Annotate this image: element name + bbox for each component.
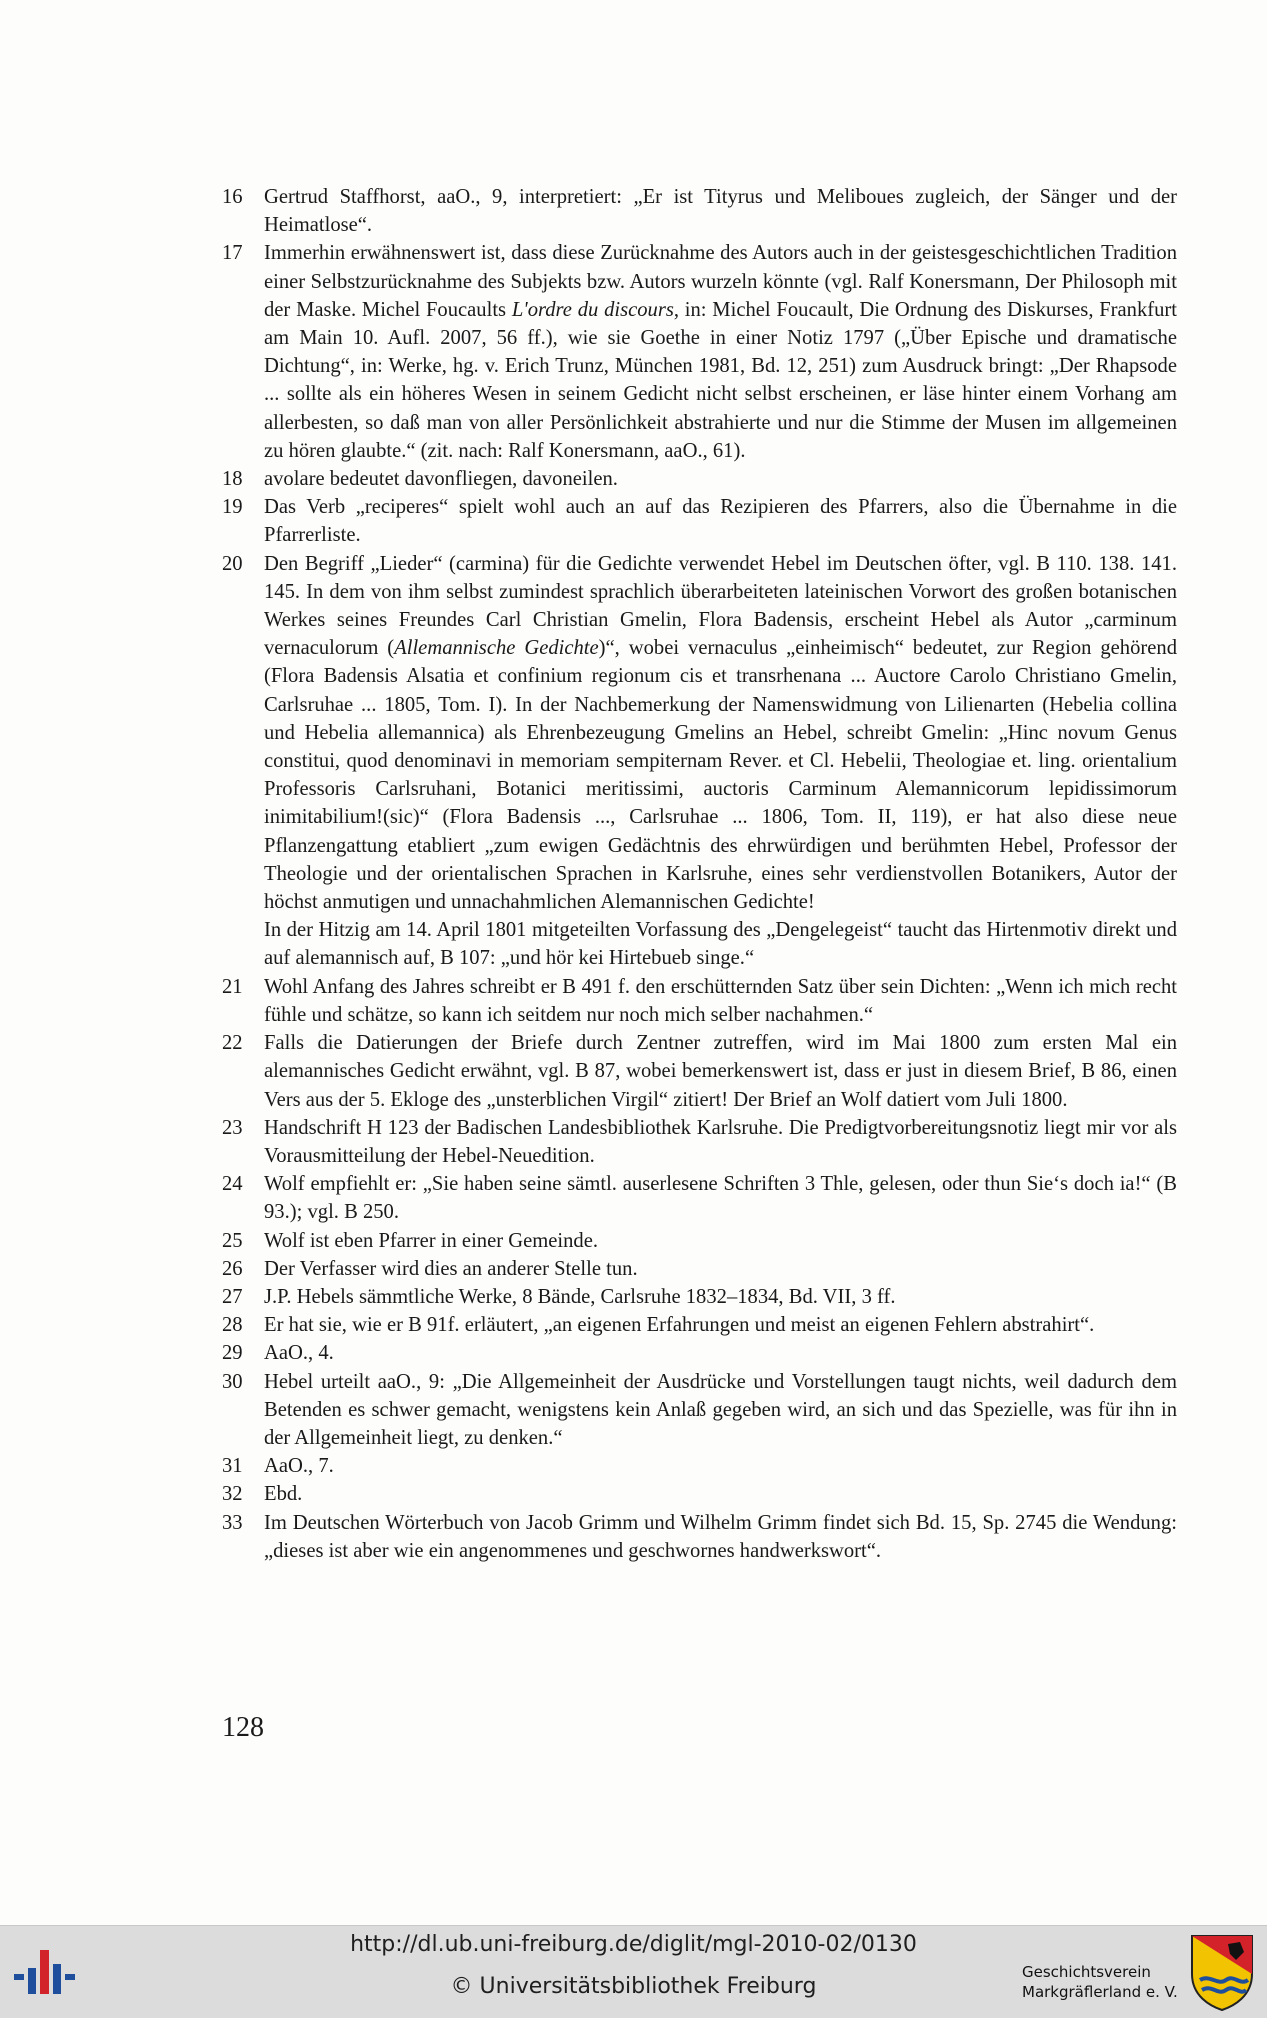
ub-freiburg-logo-icon[interactable] xyxy=(14,1950,86,1994)
footnote-number: 20 xyxy=(222,552,243,575)
footnote-31 xyxy=(222,1452,1177,1480)
footnote-24 xyxy=(222,1170,1177,1226)
footnote-number: 33 xyxy=(222,1511,243,1534)
footnote-number: 31 xyxy=(222,1455,243,1478)
footnote-paragraph: Ebd. xyxy=(264,1483,303,1506)
footnote-text xyxy=(264,1311,1177,1339)
footnote-22 xyxy=(222,1029,1177,1114)
footnote-paragraph: Wolf empfiehlt er: „Sie haben seine sämtl. auserlesene Schriften 3 Thle, gelesen, oder thun Sie‘s doch ia!“ (B 93.); vgl. B 250. xyxy=(264,1173,1177,1224)
footnote-text xyxy=(264,465,1177,493)
footnote-number: 22 xyxy=(222,1032,243,1055)
footnote-paragraph: J.P. Hebels sämmtliche Werke, 8 Bände, Carlsruhe 1832–1834, Bd. VII, 3 ff. xyxy=(264,1285,896,1308)
footnote-text xyxy=(264,1480,1177,1508)
footnote-28 xyxy=(222,1311,1177,1339)
footnote-paragraph: Gertrud Staffhorst, aaO., 9, interpretiert: „Er ist Tityrus und Meliboues zugleich, der Sänger und der Heimatlose“. xyxy=(264,186,1177,237)
footnote-number: 32 xyxy=(222,1483,243,1506)
footnote-text xyxy=(264,1509,1177,1565)
footnote-number: 25 xyxy=(222,1229,243,1252)
footnote-33 xyxy=(222,1509,1177,1565)
footnote-26 xyxy=(222,1255,1177,1283)
footnote-number: 30 xyxy=(222,1370,243,1393)
footnote-17 xyxy=(222,239,1177,465)
viewer-footer xyxy=(0,1925,1267,2018)
footnote-text xyxy=(264,1114,1177,1170)
footnote-paragraph: Der Verfasser wird dies an anderer Stelle tun. xyxy=(264,1257,638,1280)
footnote-text xyxy=(264,1339,1177,1367)
footnote-number: 21 xyxy=(222,975,243,998)
footnote-number: 24 xyxy=(222,1173,243,1196)
footnote-29 xyxy=(222,1339,1177,1367)
organization-name[interactable] xyxy=(1022,1962,1182,2002)
footnote-text xyxy=(264,1368,1177,1453)
footnote-paragraph: AaO., 7. xyxy=(264,1455,334,1478)
footnote-text xyxy=(264,1170,1177,1226)
footnote-paragraph: Immerhin erwähnenswert ist, dass diese Zurücknahme des Autors auch in der geistesgeschichtlichen Tradition einer Selbstzurücknahme des Subjekts bzw. Autors wurzeln könnte (vgl. Ralf Konersmann, Der Philosoph mit der Maske. Michel Foucaults L'ordre du discours, in: Michel Foucault, Die Ordnung des Diskurses, Frankfurt am Main 10. Aufl. 2007, 56 ff.), wie sie Goethe in einer Notiz 1797 („Über Epische und dramatische Dichtung“, in: Werke, hg. v. Erich Trunz, München 1981, Bd. 12, 251) zum Ausdruck bringt: „Der Rhapsode ... sollte als ein höheres Wesen in seinem Gedicht nicht selbst erscheinen, er läse hinter einem Vorhang am allerbesten, so daß man von aller Persönlichkeit abstrahierte und nur die Stimme der Musen im allgemeinen zu hören glaubte.“ (zit. nach: Ralf Konersmann, aaO., 61). xyxy=(264,242,1178,462)
footnote-number: 27 xyxy=(222,1285,243,1308)
footnote-text xyxy=(264,239,1177,465)
page-number: 128 xyxy=(222,1712,264,1743)
footnote-25 xyxy=(222,1227,1177,1255)
footnote-23 xyxy=(222,1114,1177,1170)
copyright-text: © Universitätsbibliothek Freiburg xyxy=(450,1974,817,1999)
footnote-text xyxy=(264,1255,1177,1283)
footnote-paragraph: Wohl Anfang des Jahres schreibt er B 491 f. den erschütternden Satz über sein Dichten: „Wenn ich mich recht fühle und schätze, so kann ich seitdem nur noch mich selber nachahmen.“ xyxy=(264,975,1177,1026)
footnote-19 xyxy=(222,493,1177,549)
footnote-number: 26 xyxy=(222,1257,243,1280)
footnote-number: 29 xyxy=(222,1342,243,1365)
footnote-text xyxy=(264,493,1177,549)
footnote-paragraph: Er hat sie, wie er B 91f. erläutert, „an eigenen Erfahrungen und meist an eigenen Fehlern abstrahirt“. xyxy=(264,1314,1095,1337)
footnote-number: 28 xyxy=(222,1314,243,1337)
footnote-text xyxy=(264,973,1177,1029)
footnote-text xyxy=(264,1283,1177,1311)
document-url-link[interactable]: http://dl.ub.uni-freiburg.de/diglit/mgl-2010-02/0130 xyxy=(350,1932,917,1957)
footnote-30 xyxy=(222,1368,1177,1453)
footnote-text xyxy=(264,183,1177,239)
footnote-paragraph: Falls die Datierungen der Briefe durch Zentner zutreffen, wird im Mai 1800 zum ersten Mal ein alemannisches Gedicht erwähnt, vgl. B 87, wobei bemerkenswert ist, dass er just in diesem Brief, B 86, einen Vers aus der 5. Ekloge des „unsterblichen Virgil“ zitiert! Der Brief an Wolf datiert vom Juli 1800. xyxy=(264,1032,1177,1111)
footnote-27 xyxy=(222,1283,1177,1311)
footnote-number: 17 xyxy=(222,242,243,265)
coat-of-arms-icon[interactable] xyxy=(1190,1934,1254,2012)
organization-name-line1: Geschichtsverein xyxy=(1022,1963,1151,1981)
footnote-paragraph: avolare bedeutet davonfliegen, davoneilen. xyxy=(264,468,618,491)
footnote-text xyxy=(264,550,1177,973)
footnote-32 xyxy=(222,1480,1177,1508)
footnote-paragraph: AaO., 4. xyxy=(264,1342,334,1365)
footnote-number: 23 xyxy=(222,1116,243,1139)
footnote-paragraph: Wolf ist eben Pfarrer in einer Gemeinde. xyxy=(264,1229,599,1252)
footnote-16 xyxy=(222,183,1177,239)
footnote-text xyxy=(264,1227,1177,1255)
footnote-21 xyxy=(222,973,1177,1029)
footnote-paragraph: In der Hitzig am 14. April 1801 mitgeteilten Vorfassung des „Dengelegeist“ taucht das Hirtenmotiv direkt und auf alemannisch auf, B 107: „und hör kei Hirtebueb singe.“ xyxy=(264,919,1177,970)
footnote-number: 16 xyxy=(222,186,243,208)
footnote-paragraph: Das Verb „reciperes“ spielt wohl auch an auf das Rezipieren des Pfarrers, also die Übernahme in die Pfarrerliste. xyxy=(264,496,1177,547)
footnote-number: 19 xyxy=(222,496,243,519)
organization-name-line2: Markgräflerland e. V. xyxy=(1022,1983,1178,2001)
footnote-20 xyxy=(222,550,1177,973)
footnote-text xyxy=(264,1452,1177,1480)
footnote-paragraph: Hebel urteilt aaO., 9: „Die Allgemeinheit der Ausdrücke und Vorstellungen taugt nichts, weil dadurch dem Betenden es schwer gemacht, wenigstens kein Anlaß gegeben wird, an sich und das Spezielle, was für ihn in der Allgemeinheit liegt, zu denken.“ xyxy=(264,1370,1177,1449)
footnote-text xyxy=(264,1029,1177,1114)
footnote-paragraph: Den Begriff „Lieder“ (carmina) für die Gedichte verwendet Hebel im Deutschen öfter, vgl. B 110. 138. 141. 145. In dem von ihm selbst zumindest sprachlich überarbeiteten lateinischen Vorwort des großen botanischen Werkes seines Freundes Carl Christian Gmelin, Flora Badensis, erscheint Hebel als Autor „carminum vernaculorum (Allemannische Gedichte)“, wobei vernaculus „einheimisch“ bedeutet, zur Region gehörend (Flora Badensis Alsatia et confinium regionum cis et transrhenana ... Auctore Carolo Christiano Gmelin, Carlsruhae ... 1805, Tom. I). In der Nachbemerkung der Namenswidmung von Lilienarten (Hebelia collina und Hebelia allemannica) als Ehrenbezeugung Gmelins an Hebel, schreibt Gmelin: „Hinc novum Genus constitui, quod denominavi in memoriam sempiternam Rever. et Cl. Hebelii, Theologiae et. ling. orientalium Professoris Carlsruhani, Botanici meritissimi, auctoris Carminum Alemannicorum lepidissimorum inimitabilium!(sic)“ (Flora Badensis ..., Carlsruhae ... 1806, Tom. II, 119), er hat also diese neue Pflanzengattung etabliert „zum ewigen Gedächtnis des ehrwürdigen und berühmten Hebel, Professor der Theologie und der orientalischen Sprachen in Karlsruhe, eines sehr verdienstvollen Botanikers, Autor der höchst anmutigen und unnachahmlichen Alemannischen Gedichte! xyxy=(264,552,1177,914)
footnote-number: 18 xyxy=(222,468,243,491)
footnote-paragraph: Handschrift H 123 der Badischen Landesbibliothek Karlsruhe. Die Predigtvorbereitungsnotiz liegt mir vor als Vorausmitteilung der Hebel-Neuedition. xyxy=(264,1116,1177,1167)
footnote-18 xyxy=(222,465,1177,493)
footnote-paragraph: Im Deutschen Wörterbuch von Jacob Grimm und Wilhelm Grimm findet sich Bd. 15, Sp. 2745 die Wendung: „dieses ist aber wie ein angenommenes und geschwornes handwerkswort“. xyxy=(264,1511,1177,1562)
footnotes-list xyxy=(222,183,1177,1565)
